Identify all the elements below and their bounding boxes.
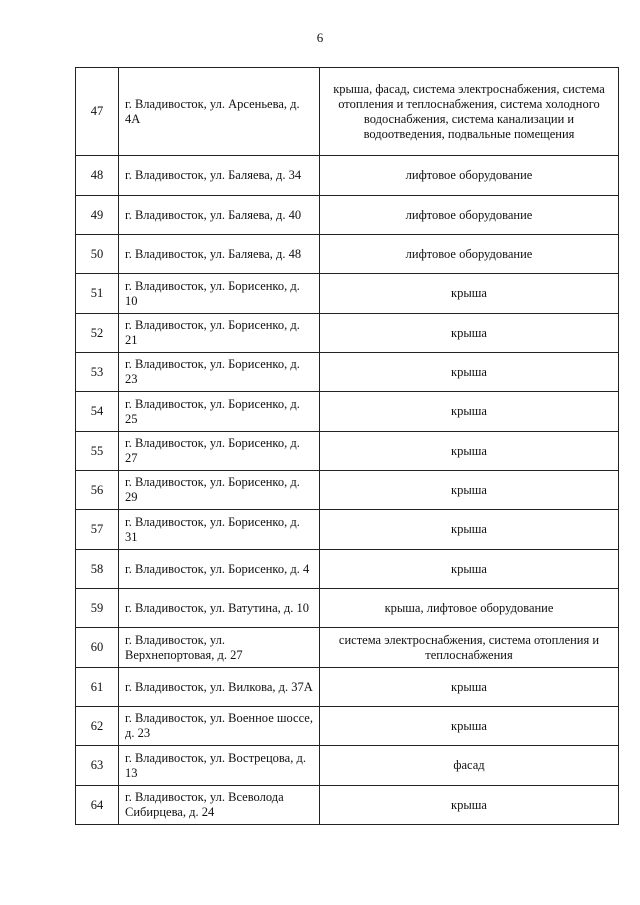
works-cell: крыша <box>320 392 619 432</box>
table-row <box>76 68 619 156</box>
row-number: 57 <box>76 510 119 550</box>
works-cell: крыша, фасад, система электроснабжения, система отопления и теплоснабжения, система холодного водоснабжения, система канализации и водоотведения, подвальные помещения <box>320 68 619 156</box>
address-cell: г. Владивосток, ул. Борисенко, д. 4 <box>119 550 320 589</box>
address-cell: г. Владивосток, ул. Борисенко, д. 10 <box>119 274 320 314</box>
row-number: 59 <box>76 589 119 628</box>
works-cell: крыша <box>320 668 619 707</box>
works-cell: крыша <box>320 510 619 550</box>
row-number: 51 <box>76 274 119 314</box>
table-row <box>76 432 619 471</box>
table-row <box>76 471 619 510</box>
row-number: 50 <box>76 235 119 274</box>
address-cell: г. Владивосток, ул. Вострецова, д. 13 <box>119 746 320 786</box>
table-row <box>76 274 619 314</box>
works-cell: крыша <box>320 471 619 510</box>
works-cell: лифтовое оборудование <box>320 196 619 235</box>
address-cell: г. Владивосток, ул. Верхнепортовая, д. 27 <box>119 628 320 668</box>
table-row <box>76 707 619 746</box>
works-cell: крыша <box>320 432 619 471</box>
address-cell: г. Владивосток, ул. Баляева, д. 48 <box>119 235 320 274</box>
works-cell: крыша <box>320 550 619 589</box>
works-cell: крыша <box>320 314 619 353</box>
row-number: 61 <box>76 668 119 707</box>
table-row <box>76 314 619 353</box>
table-row <box>76 510 619 550</box>
row-number: 55 <box>76 432 119 471</box>
address-cell: г. Владивосток, ул. Арсеньева, д. 4А <box>119 68 320 156</box>
address-cell: г. Владивосток, ул. Борисенко, д. 31 <box>119 510 320 550</box>
row-number: 53 <box>76 353 119 392</box>
works-cell: крыша <box>320 707 619 746</box>
address-cell: г. Владивосток, ул. Борисенко, д. 23 <box>119 353 320 392</box>
row-number: 48 <box>76 156 119 196</box>
works-cell: лифтовое оборудование <box>320 156 619 196</box>
address-cell: г. Владивосток, ул. Всеволода Сибирцева, д. 24 <box>119 786 320 825</box>
table-row <box>76 628 619 668</box>
works-cell: крыша <box>320 353 619 392</box>
address-cell: г. Владивосток, ул. Борисенко, д. 25 <box>119 392 320 432</box>
table-row <box>76 156 619 196</box>
row-number: 56 <box>76 471 119 510</box>
page-number: 6 <box>316 30 324 45</box>
works-cell: крыша <box>320 786 619 825</box>
address-cell: г. Владивосток, ул. Военное шоссе, д. 23 <box>119 707 320 746</box>
works-cell: крыша, лифтовое оборудование <box>320 589 619 628</box>
row-number: 49 <box>76 196 119 235</box>
address-cell: г. Владивосток, ул. Баляева, д. 34 <box>119 156 320 196</box>
table-row <box>76 550 619 589</box>
address-cell: г. Владивосток, ул. Борисенко, д. 21 <box>119 314 320 353</box>
address-cell: г. Владивосток, ул. Борисенко, д. 29 <box>119 471 320 510</box>
row-number: 54 <box>76 392 119 432</box>
table-row <box>76 786 619 825</box>
address-cell: г. Владивосток, ул. Вилкова, д. 37А <box>119 668 320 707</box>
row-number: 62 <box>76 707 119 746</box>
address-cell: г. Владивосток, ул. Баляева, д. 40 <box>119 196 320 235</box>
row-number: 47 <box>76 68 119 156</box>
table-row <box>76 668 619 707</box>
buildings-table-body <box>76 68 619 825</box>
works-cell: система электроснабжения, система отопления и теплоснабжения <box>320 628 619 668</box>
works-cell: лифтовое оборудование <box>320 235 619 274</box>
row-number: 64 <box>76 786 119 825</box>
table-row <box>76 353 619 392</box>
table-row <box>76 392 619 432</box>
row-number: 58 <box>76 550 119 589</box>
address-cell: г. Владивосток, ул. Ватутина, д. 10 <box>119 589 320 628</box>
table-row <box>76 235 619 274</box>
row-number: 52 <box>76 314 119 353</box>
table-row <box>76 746 619 786</box>
address-cell: г. Владивосток, ул. Борисенко, д. 27 <box>119 432 320 471</box>
table-row <box>76 196 619 235</box>
buildings-table <box>75 67 619 825</box>
row-number: 60 <box>76 628 119 668</box>
works-cell: фасад <box>320 746 619 786</box>
table-row <box>76 589 619 628</box>
works-cell: крыша <box>320 274 619 314</box>
row-number: 63 <box>76 746 119 786</box>
